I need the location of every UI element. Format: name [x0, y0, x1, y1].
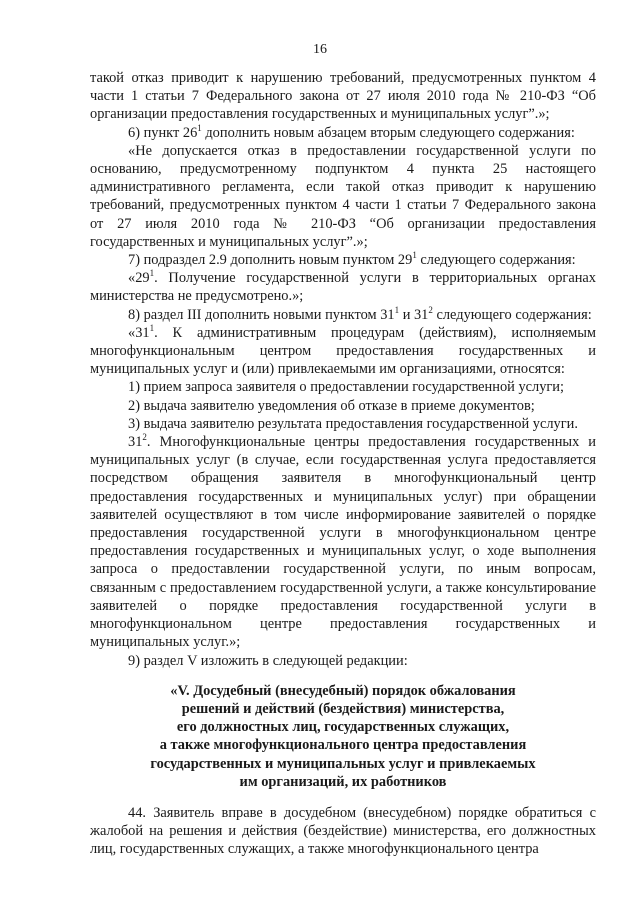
paragraph-quote-26-1: «Не допускается отказ в предоставлении государственной услуги по основанию, предусмотренному подпунктом 4 пункта 25 настоящего административного регламента, если такой отказ приводит к нарушению требований, предусмотренных пунктом 4 части 1 статьи 7 Федерального закона от 27 июля 2010 года № 210-ФЗ “Об организации предоставления государственных и муниципальных услуг”.»; [90, 142, 596, 250]
list-item-3: 3) выдача заявителю результата предоставления государственной услуги. [128, 415, 578, 432]
paragraph-quote-31-1: «$31^1$. К административным процедурам (действиям), исполняемым многофункциональным центром предоставления государственных и муниципальных услуг и (или) привлекаемыми им организациями, относятся: [90, 322, 596, 378]
heading-line: а также многофункционального центра предоставления [159, 737, 527, 754]
paragraph-continuation: такой отказ приводит к нарушению требований, предусмотренных пунктом 4 части 1 статьи 7 Федерального закона от 27 июля 2010 года № 210-ФЗ “Об организации предоставления государственных и муниципальных услуг”.»; [90, 70, 596, 123]
page-number: 16 [313, 42, 327, 57]
list-item-2: 2) выдача заявителю уведомления об отказе в приеме документов; [128, 397, 535, 414]
paragraph-item-9: 9) раздел V изложить в следующей редакции: [128, 652, 408, 669]
section-heading [90, 682, 596, 791]
list-item-1: 1) прием запроса заявителя о предоставлении государственной услуги; [128, 379, 565, 396]
paragraph-quote-29-1: «$29^1$. Получение государственной услуги в территориальных органах министерства не предусмотрено.»; [90, 268, 596, 305]
heading-line: «V. Досудебный (внесудебный) порядок обжалования [170, 682, 516, 699]
heading-line: государственных и муниципальных услуг и привлекаемых [150, 755, 536, 772]
heading-line: его должностных лиц, государственных служащих, [176, 719, 510, 736]
paragraph-item-7: 7) подраздел 2.9 дополнить новым пунктом $29^1$ следующего содержания: [128, 250, 576, 269]
heading-line: решений и действий (бездействия) министерства, [181, 700, 505, 717]
document-body [90, 69, 596, 859]
paragraph-item-6: 6) пункт $26^1$ дополнить новым абзацем вторым следующего содержания: [128, 122, 575, 141]
heading-line: им организаций, их работников [239, 773, 447, 790]
paragraph-44: 44. Заявитель вправе в досудебном (внесудебном) порядке обратиться с жалобой на решения и действия (бездействие) министерства, его должностных лиц, государственных служащих, а также многофункционального центра [90, 804, 596, 858]
paragraph-31-2: $31^2$. Многофункциональные центры предоставления государственных и муниципальных услуг (в случае, если государственная услуга предоставляется посредством обращения заявителя в многофункциональный центр предоставления государственных и муниципальных услуг) при обращении заявителей осуществляют в том числе информирование заявителей о порядке предоставления государственной услуги в многофункциональном центре предоставления государственных и муниципальных услуг, о ходе выполнения запроса о предоставлении государственной услуги, по иным вопросам, связанным с предоставлением государственной услуги, а также консультирование заявителей о порядке предоставления государственной услуги в многофункциональном центре предоставления государственных и муниципальных услуг.»; [90, 432, 596, 651]
paragraph-item-8: 8) раздел III дополнить новыми пунктом $31^1$ и $31^2$ следующего содержания: [128, 304, 592, 323]
